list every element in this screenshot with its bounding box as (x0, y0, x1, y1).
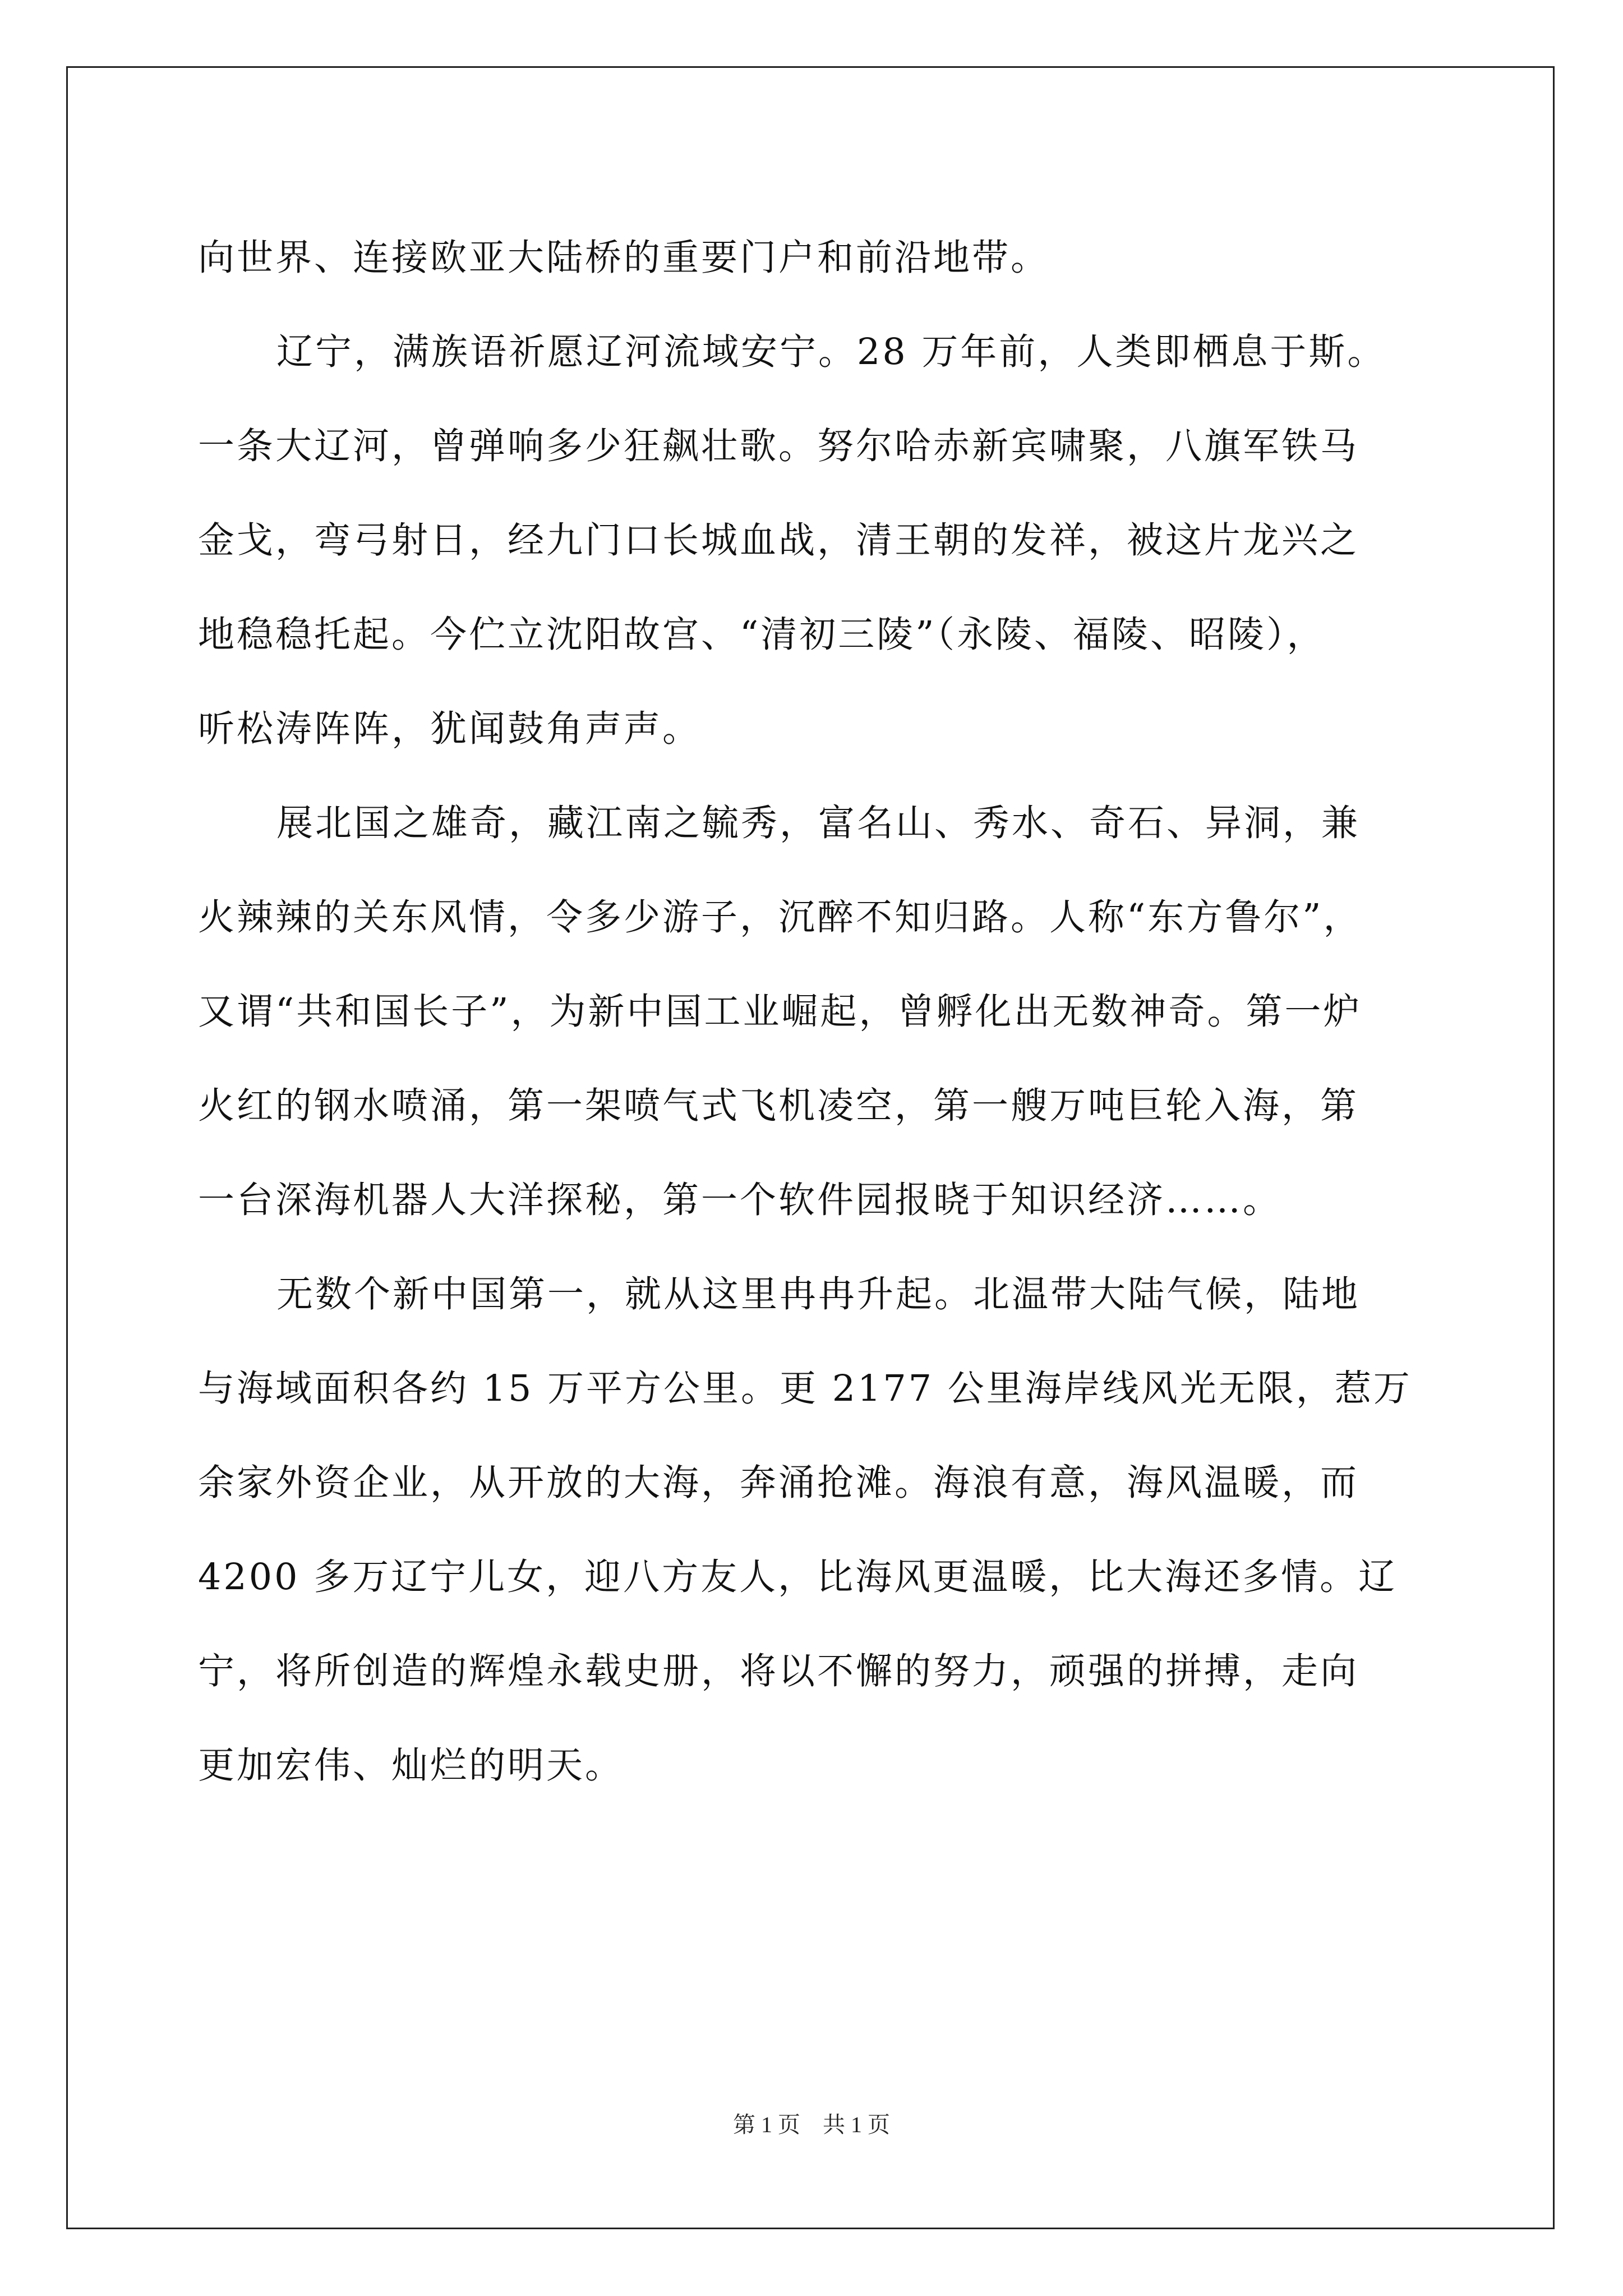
text-line: 4200 多万辽宁儿女，迎八方友人，比海风更温暖，比大海还多情。辽 (198, 1556, 1398, 1598)
text-line: 地稳稳托起。今伫立沈阳故宫、“清初三陵”（永陵、福陵、昭陵）， (198, 614, 1326, 656)
text-line: 金戈，弯弓射日，经九门口长城血战，清王朝的发祥，被这片龙兴之 (198, 519, 1359, 562)
text-line: 火红的钢水喷涌，第一架喷气式飞机凌空，第一艘万吨巨轮入海，第 (198, 1085, 1359, 1127)
text-line: 一台深海机器人大洋探秘，第一个软件园报晓于知识经济……。 (198, 1179, 1282, 1221)
text-line: 宁，将所创造的辉煌永载史册，将以不懈的努力，顽强的拼搏，走向 (198, 1650, 1359, 1692)
text-line: 向世界、连接欧亚大陆桥的重要门户和前沿地带。 (198, 237, 1050, 279)
text-line: 火辣辣的关东风情，令多少游子，沉醉不知归路。人称“东方鲁尔”， (198, 896, 1362, 938)
page-number-footer: 第 1 页 共 1 页 (733, 2112, 890, 2137)
text-line: 更加宏伟、灿烂的明天。 (198, 1745, 624, 1787)
text-line: 与海域面积各约 15 万平方公里。更 2177 公里海岸线风光无限，惹万 (198, 1368, 1412, 1410)
document-body (198, 211, 1421, 1813)
text-line: 一条大辽河，曾弹响多少狂飙壮歌。努尔哈赤新宾啸聚，八旗军铁马 (198, 425, 1359, 467)
text-line: 听松涛阵阵，犹闻鼓角声声。 (198, 708, 702, 750)
text-line: 又谓“共和国长子”，为新中国工业崛起，曾孵化出无数神奇。第一炉 (198, 991, 1362, 1033)
text-line: 辽宁，满族语祈愿辽河流域安宁。28 万年前，人类即栖息于斯。 (276, 331, 1386, 373)
text-line: 展北国之雄奇，藏江南之毓秀，富名山、秀水、奇石、异洞，兼 (276, 802, 1361, 844)
text-line: 无数个新中国第一，就从这里冉冉升起。北温带大陆气候，陆地 (276, 1273, 1361, 1315)
text-line: 余家外资企业，从开放的大海，奔涌抢滩。海浪有意，海风温暖，而 (198, 1462, 1359, 1504)
